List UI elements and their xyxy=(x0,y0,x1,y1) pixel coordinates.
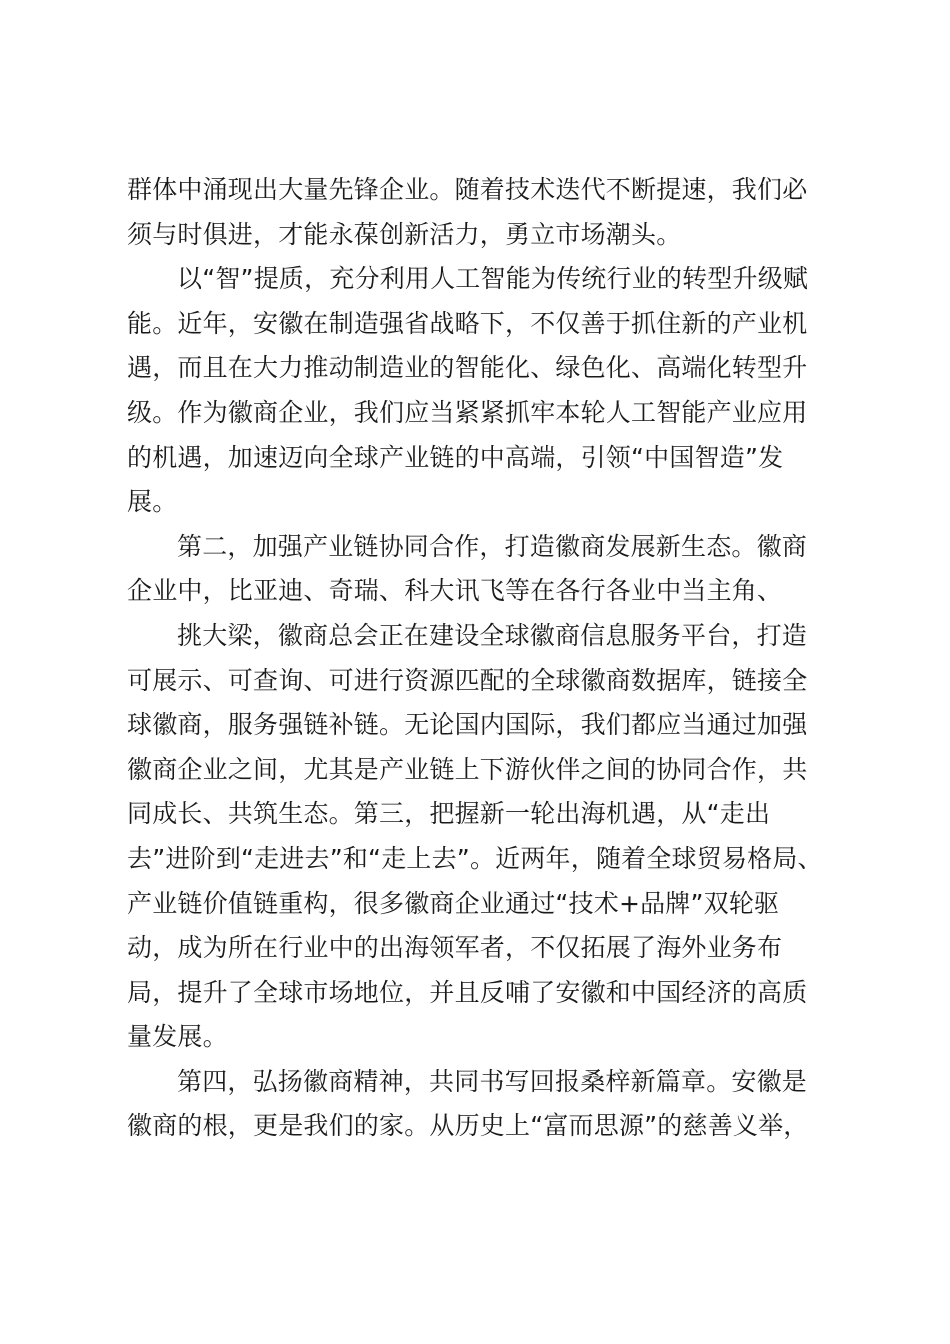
text-line: 企业中，比亚迪、奇瑞、科大讯飞等在各行各业中当主角、 xyxy=(127,576,783,606)
text-line: 级。作为徽商企业，我们应当紧紧抓牢本轮人工智能产业应用 xyxy=(127,397,808,427)
text-line: 挑大梁，徽商总会正在建设全球徽商信息服务平台，打造 xyxy=(177,620,808,650)
text-line: 须与时俱进，才能永葆创新活力，勇立市场潮头。 xyxy=(127,219,682,249)
text-line: 以“智”提质，充分利用人工智能为传统行业的转型升级赋 xyxy=(177,264,809,294)
body-text xyxy=(127,168,827,1149)
text-line: 徽商的根，更是我们的家。从历史上“富而思源”的慈善义举， xyxy=(127,1111,809,1141)
text-line: 动，成为所在行业中的出海领军者，不仅拓展了海外业务布 xyxy=(127,933,783,963)
text-line: 能。近年，安徽在制造强省战略下，不仅善于抓住新的产业机 xyxy=(127,308,808,338)
text-line: 第四，弘扬徽商精神，共同书写回报桑梓新篇章。安徽是 xyxy=(177,1066,808,1096)
text-line: 群体中涌现出大量先锋企业。随着技术迭代不断提速，我们必 xyxy=(127,175,808,204)
text-line: 第二，加强产业链协同合作，打造徽商发展新生态。徽商 xyxy=(177,531,808,561)
text-line: 局，提升了全球市场地位，并且反哺了安徽和中国经济的高质 xyxy=(127,977,808,1007)
text-line: 产业链价值链重构，很多徽商企业通过“技术+品牌”双轮驱 xyxy=(127,888,780,918)
text-line: 同成长、共筑生态。第三，把握新一轮出海机遇，从“走出 xyxy=(127,799,771,829)
text-line: 去”进阶到“走进去”和“走上去”。近两年，随着全球贸易格局、 xyxy=(127,843,823,873)
text-line: 遇，而且在大力推动制造业的智能化、绿色化、高端化转型升 xyxy=(127,353,808,383)
text-line: 量发展。 xyxy=(127,1022,228,1052)
text-line: 的机遇，加速迈向全球产业链的中高端，引领“中国智造”发 xyxy=(127,442,784,472)
text-line: 徽商企业之间，尤其是产业链上下游伙伴之间的协同合作，共 xyxy=(127,754,808,784)
text-line: 可展示、可查询、可进行资源匹配的全球徽商数据库，链接全 xyxy=(127,665,808,695)
text-line: 展。 xyxy=(127,487,178,517)
text-line: 球徽商，服务强链补链。无论国内国际，我们都应当通过加强 xyxy=(127,710,808,740)
